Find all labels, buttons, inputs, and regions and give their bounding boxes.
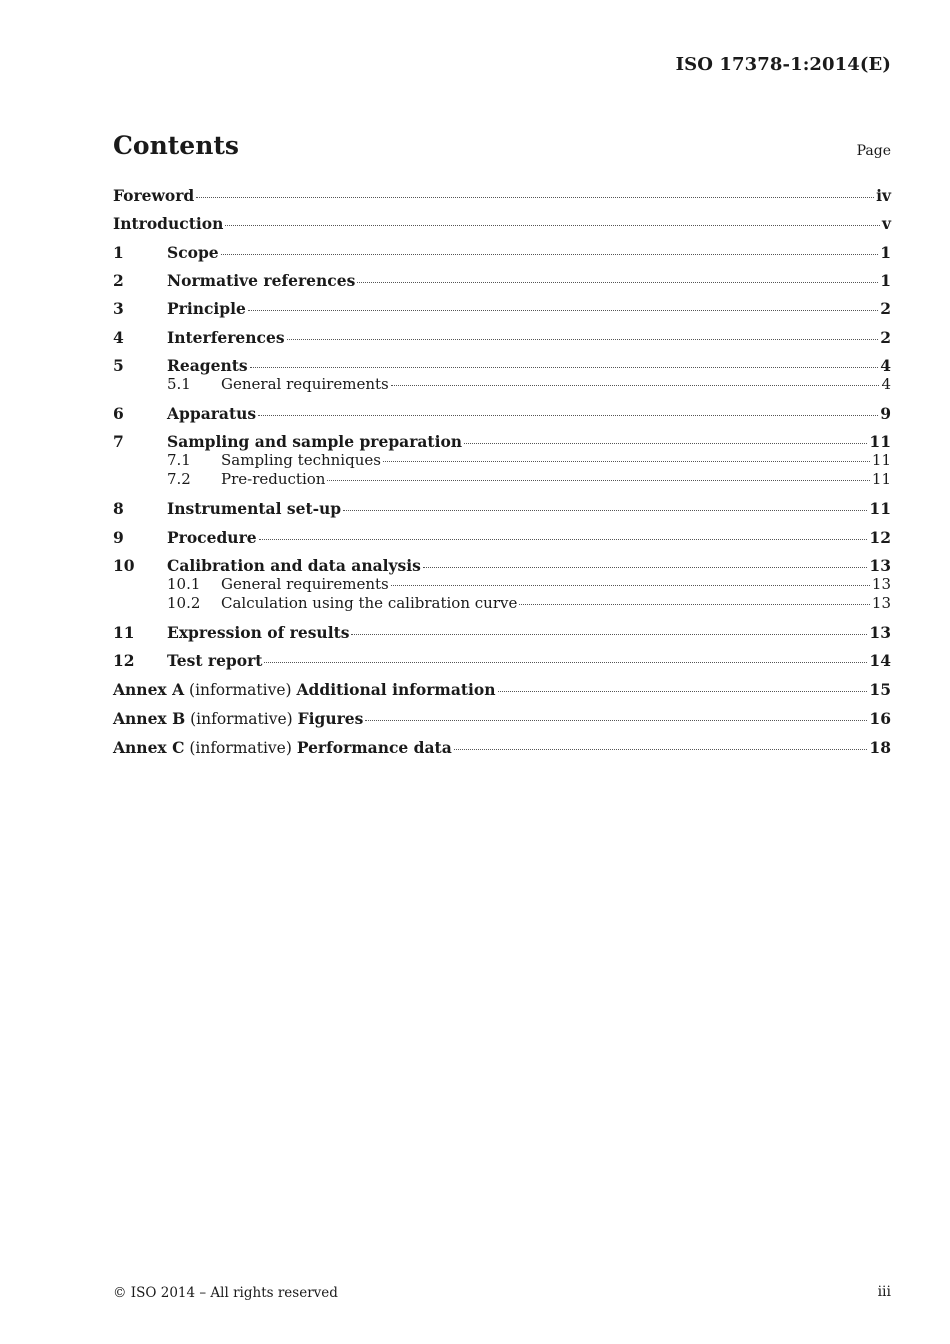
- toc-entry-title-text: Sampling and sample preparation: [167, 431, 463, 451]
- toc-entry-page: 1: [880, 271, 891, 290]
- toc-entry-title: [113, 709, 363, 729]
- dot-leader: [357, 282, 878, 283]
- copyright-notice: © ISO 2014 – All rights reserved: [113, 1285, 338, 1301]
- toc-entry[interactable]: [113, 528, 891, 547]
- contents-heading: Contents: [113, 131, 240, 160]
- toc-entry-page: 12: [869, 527, 891, 547]
- toc-entry-number: 7.2: [167, 470, 191, 488]
- toc-entry-title: [167, 404, 256, 423]
- toc-entry-title-text: Introduction: [113, 214, 224, 233]
- toc-entry-page: 4: [881, 375, 891, 393]
- toc-entry-title: [113, 186, 194, 205]
- toc-entry[interactable]: [113, 328, 891, 347]
- toc-entry-title-text: Reagents: [167, 356, 248, 375]
- toc-entry-page: iv: [876, 186, 891, 205]
- toc-entry-page: 11: [869, 498, 891, 518]
- dot-leader: [264, 662, 867, 663]
- toc-subentry[interactable]: [113, 451, 891, 471]
- dot-leader: [498, 691, 868, 692]
- toc-entry-number: 11: [113, 622, 135, 642]
- toc-entry-title: [167, 271, 355, 290]
- dot-leader: [383, 461, 870, 462]
- dot-leader: [248, 310, 878, 311]
- toc-entry-title: [221, 470, 325, 490]
- dot-leader: [519, 604, 870, 605]
- toc-entry-title-text: Sampling techniques: [221, 450, 381, 469]
- toc-entry-number: 3: [113, 299, 124, 318]
- toc-entry-page: 1: [880, 243, 891, 262]
- dot-leader: [250, 367, 879, 368]
- toc-entry[interactable]: [113, 651, 891, 670]
- toc-entry-page: 11: [871, 450, 891, 469]
- toc-entry[interactable]: [113, 709, 891, 729]
- toc-entry-title-text: Scope: [167, 243, 219, 262]
- toc-entry-page: 11: [869, 431, 891, 451]
- toc-entry-title-text: Calibration and data analysis: [167, 555, 421, 575]
- page-column-label: Page: [856, 143, 891, 159]
- toc-entry[interactable]: [113, 356, 891, 375]
- toc-entry[interactable]: [113, 271, 891, 290]
- toc-entry-title: [221, 375, 389, 395]
- toc-entry-title-text: Procedure: [167, 527, 257, 547]
- toc-entry-page: 2: [880, 299, 891, 318]
- toc-entry[interactable]: [113, 299, 891, 318]
- toc-entry-title: [113, 738, 452, 758]
- toc-entry[interactable]: [113, 680, 891, 700]
- toc-entry-page: v: [881, 214, 891, 233]
- toc-entry-page: 16: [869, 708, 891, 728]
- dot-leader: [196, 197, 874, 198]
- toc-annex-title: Additional information: [296, 679, 496, 699]
- toc-entry-title: [221, 594, 517, 614]
- toc-entry-title-text: Annex A: [113, 679, 185, 699]
- toc-entry-number: 5.1: [167, 375, 191, 393]
- toc-entry[interactable]: [113, 623, 891, 642]
- toc-entry-number: 7: [113, 431, 124, 451]
- toc-entry-number: 10: [113, 555, 135, 575]
- toc-entry-number: 5: [113, 356, 124, 375]
- toc-entry-number: 8: [113, 498, 124, 518]
- toc-entry-title-text: Annex C: [113, 737, 185, 757]
- dot-leader: [221, 254, 879, 255]
- toc-entry-page: 13: [871, 574, 891, 593]
- toc-entry-title-text: Interferences: [167, 328, 285, 347]
- toc-subentry[interactable]: [113, 594, 891, 614]
- toc-entry-number: 1: [113, 243, 124, 262]
- toc-entry-title-text: Principle: [167, 299, 246, 318]
- dot-leader: [365, 720, 867, 721]
- toc-entry-title: [113, 214, 223, 233]
- toc-entry[interactable]: [113, 738, 891, 758]
- dot-leader: [464, 443, 867, 444]
- toc-entry[interactable]: [113, 214, 891, 233]
- toc-entry-title: [221, 575, 389, 595]
- toc-annex-type: (informative): [184, 738, 297, 757]
- document-id: ISO 17378-1:2014(E): [675, 54, 891, 75]
- dot-leader: [259, 539, 868, 540]
- toc-entry-number: 10.1: [167, 574, 201, 593]
- toc-entry-title-text: Calculation using the calibration curve: [221, 594, 518, 612]
- toc-entry[interactable]: [113, 186, 891, 205]
- toc-annex-title: Figures: [297, 708, 364, 728]
- toc-entry-title-text: General requirements: [221, 574, 389, 593]
- toc-subentry[interactable]: [113, 375, 891, 395]
- dot-leader: [423, 567, 868, 568]
- toc-entry-number: 4: [113, 328, 124, 347]
- toc-entry-page: 14: [869, 650, 891, 670]
- toc-entry-title: [167, 623, 349, 642]
- toc-subentry[interactable]: [113, 470, 891, 490]
- dot-leader: [287, 339, 879, 340]
- toc-entry-page: 9: [880, 403, 891, 423]
- toc-entry-title: [167, 556, 421, 575]
- toc-entry-title-text: Instrumental set-up: [167, 498, 342, 518]
- toc-entry-number: 6: [113, 403, 124, 423]
- toc-entry-title-text: Pre-reduction: [221, 470, 326, 488]
- toc-subentry[interactable]: [113, 575, 891, 595]
- toc-entry-page: 2: [880, 328, 891, 347]
- toc-entry-title: [167, 499, 341, 518]
- dot-leader: [327, 480, 869, 481]
- toc-entry-title: [167, 651, 262, 670]
- toc-entry-page: 13: [871, 594, 891, 612]
- toc-entry-number: 10.2: [167, 594, 201, 612]
- toc-entry-number: 9: [113, 527, 124, 547]
- toc-entry-number: 12: [113, 650, 135, 670]
- toc-entry-page: 13: [869, 555, 891, 575]
- dot-leader: [454, 749, 868, 750]
- dot-leader: [391, 585, 870, 586]
- toc-entry-title-text: Annex B: [113, 708, 186, 728]
- page-number: iii: [877, 1284, 891, 1300]
- toc-entry-title-text: General requirements: [221, 375, 389, 393]
- toc-entry-title-text: Foreword: [113, 186, 195, 205]
- toc-annex-type: (informative): [185, 709, 298, 728]
- toc-entry-title: [113, 680, 496, 700]
- toc-entry-page: 4: [880, 356, 891, 375]
- toc-annex-title: Performance data: [296, 737, 452, 757]
- toc-entry[interactable]: [113, 432, 891, 451]
- dot-leader: [351, 634, 867, 635]
- toc-entry[interactable]: [113, 404, 891, 423]
- toc-entry-title-text: Expression of results: [167, 622, 350, 642]
- toc-entry-number: 2: [113, 271, 124, 290]
- toc-entry-title: [167, 528, 257, 547]
- toc-entry[interactable]: [113, 243, 891, 262]
- toc-entry-title: [167, 356, 248, 375]
- toc-entry-page: 13: [869, 622, 891, 642]
- toc-entry-page: 18: [869, 737, 891, 757]
- toc-entry-title: [221, 451, 381, 471]
- dot-leader: [258, 415, 878, 416]
- toc-entry-title: [167, 328, 285, 347]
- toc-entry-title: [167, 299, 246, 318]
- table-of-contents: [113, 186, 891, 758]
- toc-annex-type: (informative): [184, 680, 297, 699]
- dot-leader: [225, 225, 880, 226]
- toc-entry[interactable]: [113, 556, 891, 575]
- toc-entry-title-text: Apparatus: [167, 403, 257, 423]
- toc-entry-page: 15: [869, 679, 891, 699]
- toc-entry-title: [167, 243, 219, 262]
- toc-entry-title: [167, 432, 462, 451]
- toc-entry-number: 7.1: [167, 450, 191, 469]
- toc-entry-title-text: Test report: [167, 650, 263, 670]
- dot-leader: [343, 510, 867, 511]
- toc-entry-title-text: Normative references: [167, 271, 356, 290]
- dot-leader: [391, 385, 880, 386]
- toc-entry-page: 11: [871, 470, 891, 488]
- toc-entry[interactable]: [113, 499, 891, 518]
